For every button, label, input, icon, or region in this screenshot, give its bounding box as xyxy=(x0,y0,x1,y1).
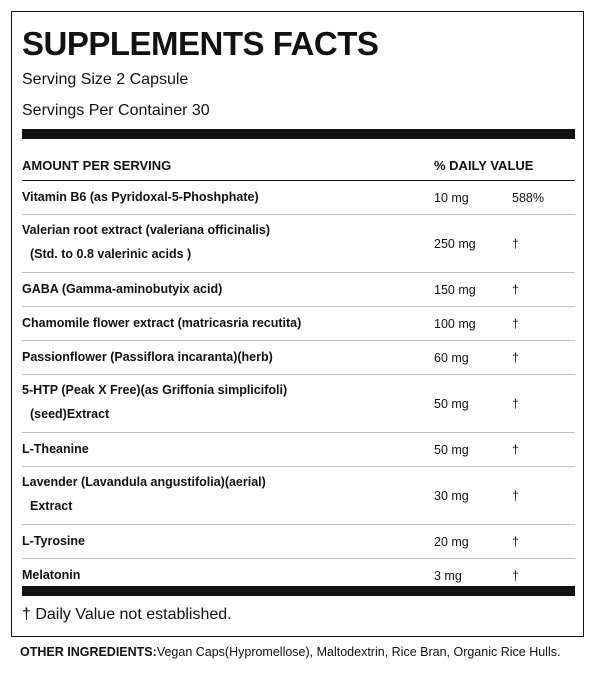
ingredient-name-continued: (seed)Extract xyxy=(30,407,110,421)
other-ingredients xyxy=(20,642,576,662)
table-row xyxy=(22,433,575,467)
top-thick-divider xyxy=(22,129,575,139)
ingredient-daily-value: † xyxy=(512,535,519,549)
ingredient-name: Passionflower (Passiflora incaranta)(herb) xyxy=(22,350,273,364)
ingredient-daily-value: † xyxy=(512,569,519,583)
table-row xyxy=(22,215,575,273)
ingredient-daily-value: † xyxy=(512,283,519,297)
supplement-facts-panel xyxy=(11,11,584,637)
ingredient-name-continued: (Std. to 0.8 valerinic acids ) xyxy=(30,247,192,261)
ingredient-name: Melatonin xyxy=(22,568,81,582)
ingredient-amount: 50 mg xyxy=(434,397,469,411)
panel-title: SUPPLEMENTS FACTS xyxy=(22,25,379,62)
ingredient-amount: 100 mg xyxy=(434,317,476,331)
ingredient-daily-value: † xyxy=(512,317,519,331)
ingredient-amount: 250 mg xyxy=(434,237,476,251)
other-ingredients-label: OTHER INGREDIENTS: xyxy=(20,645,157,659)
ingredient-daily-value: † xyxy=(512,237,519,251)
ingredient-name: L-Tyrosine xyxy=(22,534,85,548)
ingredient-name: 5-HTP (Peak X Free)(as Griffonia simplicifoli) (seed)Extract xyxy=(22,383,288,421)
serving-size: Serving Size 2 Capsule xyxy=(22,71,189,88)
nutrient-table xyxy=(22,181,575,592)
ingredient-amount: 150 mg xyxy=(434,283,476,297)
ingredient-daily-value: 588% xyxy=(512,191,544,205)
table-row xyxy=(22,467,575,525)
table-row xyxy=(22,341,575,375)
table-row xyxy=(22,307,575,341)
ingredient-name: GABA (Gamma-aminobutyix acid) xyxy=(22,282,223,296)
ingredient-amount: 50 mg xyxy=(434,443,469,457)
table-header xyxy=(22,154,575,181)
ingredient-amount: 3 mg xyxy=(434,569,462,583)
ingredient-daily-value: † xyxy=(512,351,519,365)
ingredient-daily-value: † xyxy=(512,489,519,503)
ingredient-amount: 60 mg xyxy=(434,351,469,365)
table-row xyxy=(22,273,575,307)
table-row xyxy=(22,181,575,215)
ingredient-name: Lavender (Lavandula angustifolia)(aerial) Extract xyxy=(22,475,266,513)
ingredient-name: Chamomile flower extract (matricasria recutita) xyxy=(22,316,302,330)
table-row xyxy=(22,375,575,433)
ingredient-amount: 20 mg xyxy=(434,535,469,549)
ingredient-name: Valerian root extract (valeriana officinalis) (Std. to 0.8 valerinic acids ) xyxy=(22,223,271,261)
daily-value-header: % DAILY VALUE xyxy=(434,158,534,173)
amount-per-serving-header: AMOUNT PER SERVING xyxy=(22,158,172,173)
ingredient-amount: 10 mg xyxy=(434,191,469,205)
ingredient-name-continued: Extract xyxy=(30,499,73,513)
ingredient-daily-value: † xyxy=(512,397,519,411)
table-row xyxy=(22,525,575,559)
ingredient-name: Vitamin B6 (as Pyridoxal-5-Phoshphate) xyxy=(22,190,259,204)
ingredient-daily-value: † xyxy=(512,443,519,457)
ingredient-amount: 30 mg xyxy=(434,489,469,503)
ingredient-name: L-Theanine xyxy=(22,442,89,456)
bottom-thick-divider xyxy=(22,586,575,596)
daily-value-footnote: † Daily Value not established. xyxy=(22,606,232,623)
servings-per-container: Servings Per Container 30 xyxy=(22,102,210,119)
other-ingredients-text: Vegan Caps(Hypromellose), Maltodextrin, Rice Bran, Organic Rice Hulls. xyxy=(156,645,561,659)
